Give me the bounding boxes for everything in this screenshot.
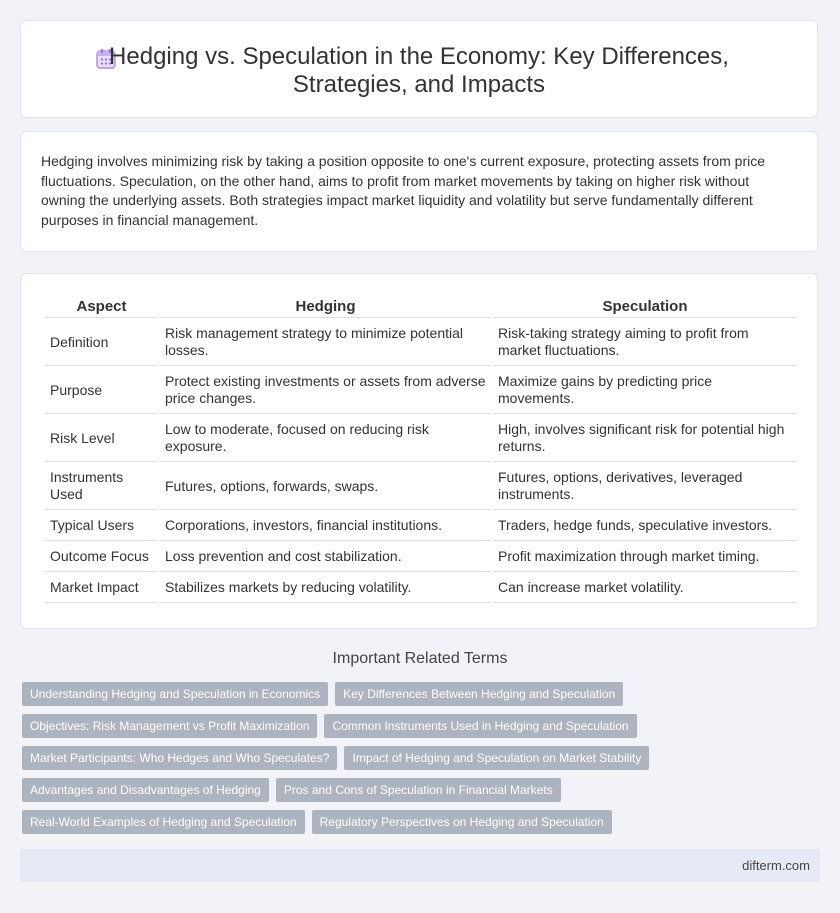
related-terms-list — [22, 682, 822, 842]
related-term-link[interactable]: Impact of Hedging and Speculation on Market Stability — [344, 746, 649, 770]
comparison-table — [43, 292, 799, 603]
header-hedging: Hedging — [160, 292, 491, 318]
intro-card — [20, 131, 818, 252]
table-row — [45, 572, 797, 603]
related-terms-heading: Important Related Terms — [332, 650, 508, 667]
comparison-table-card — [20, 273, 818, 629]
row-hedging: Corporations, investors, financial institutions. — [160, 510, 491, 541]
row-hedging: Risk management strategy to minimize potential losses. — [160, 318, 491, 366]
row-hedging: Futures, options, forwards, swaps. — [160, 462, 491, 510]
row-hedging: Protect existing investments or assets from adverse price changes. — [160, 366, 491, 414]
row-aspect: Risk Level — [45, 414, 158, 462]
related-term-link[interactable]: Advantages and Disadvantages of Hedging — [22, 778, 269, 802]
table-row — [45, 366, 797, 414]
row-aspect: Definition — [45, 318, 158, 366]
row-aspect: Purpose — [45, 366, 158, 414]
table-row — [45, 510, 797, 541]
footer-site-link[interactable]: difterm.com — [742, 858, 810, 873]
row-aspect: Outcome Focus — [45, 541, 158, 572]
row-aspect: Instruments Used — [45, 462, 158, 510]
row-speculation: Maximize gains by predicting price movements. — [493, 366, 797, 414]
table-row — [45, 318, 797, 366]
table-row — [45, 462, 797, 510]
related-term-link[interactable]: Pros and Cons of Speculation in Financial Markets — [276, 778, 561, 802]
intro-paragraph: Hedging involves minimizing risk by taking a position opposite to one's current exposure, protecting assets from price fluctuations. Speculation, on the other hand, aims to profit from market movements by taking on higher risk without owning the underlying assets. Both strategies impact market liquidity and volatility but serve fundamentally different purposes in financial management. — [41, 153, 766, 228]
footer — [20, 849, 820, 882]
row-speculation: Futures, options, derivatives, leveraged instruments. — [493, 462, 797, 510]
header-card — [20, 20, 818, 118]
page-title: Hedging vs. Speculation in the Economy: Key Differences, Strategies, and Impacts — [109, 43, 729, 98]
related-term-link[interactable]: Market Participants: Who Hedges and Who Speculates? — [22, 746, 337, 770]
row-speculation: Risk-taking strategy aiming to profit from market fluctuations. — [493, 318, 797, 366]
row-speculation: Traders, hedge funds, speculative investors. — [493, 510, 797, 541]
row-speculation: Can increase market volatility. — [493, 572, 797, 603]
row-speculation: Profit maximization through market timing. — [493, 541, 797, 572]
row-aspect: Typical Users — [45, 510, 158, 541]
related-term-link[interactable]: Objectives: Risk Management vs Profit Maximization — [22, 714, 317, 738]
row-hedging: Loss prevention and cost stabilization. — [160, 541, 491, 572]
related-term-link[interactable]: Regulatory Perspectives on Hedging and Speculation — [312, 810, 612, 834]
table-header-row — [45, 292, 797, 318]
header-aspect: Aspect — [45, 292, 158, 318]
related-term-link[interactable]: Understanding Hedging and Speculation in Economics — [22, 682, 328, 706]
table-row — [45, 414, 797, 462]
header-speculation: Speculation — [493, 292, 797, 318]
table-row — [45, 541, 797, 572]
row-hedging: Low to moderate, focused on reducing risk exposure. — [160, 414, 491, 462]
row-hedging: Stabilizes markets by reducing volatility. — [160, 572, 491, 603]
row-aspect: Market Impact — [45, 572, 158, 603]
related-term-link[interactable]: Real-World Examples of Hedging and Speculation — [22, 810, 305, 834]
related-term-link[interactable]: Common Instruments Used in Hedging and Speculation — [324, 714, 636, 738]
related-term-link[interactable]: Key Differences Between Hedging and Speculation — [335, 682, 623, 706]
row-speculation: High, involves significant risk for potential high returns. — [493, 414, 797, 462]
